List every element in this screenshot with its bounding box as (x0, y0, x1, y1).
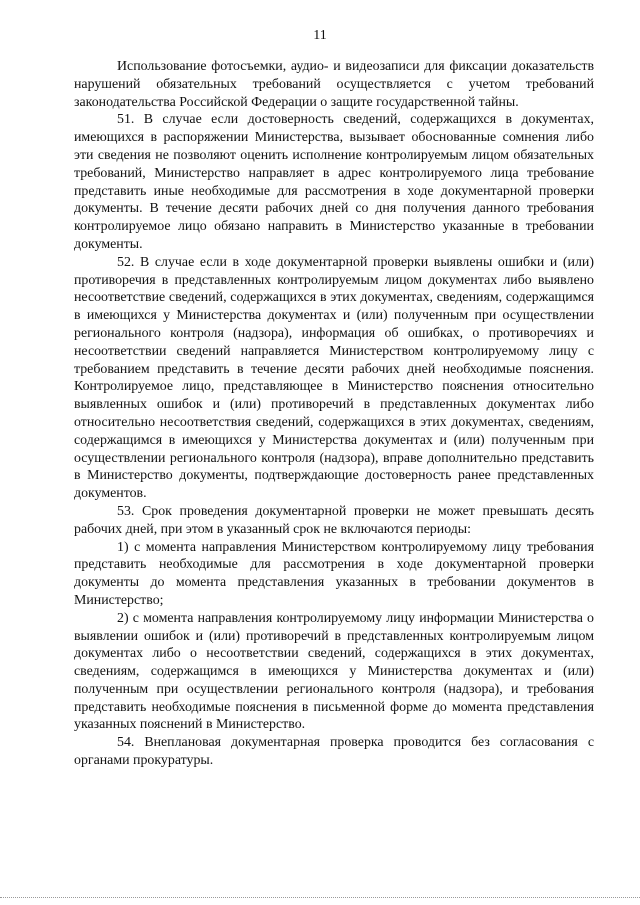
document-body (74, 58, 594, 770)
paragraph-recording-evidence: Использование фотосъемки, аудио- и видеозаписи для фиксации доказательств нарушений обязательных требований осуществляется с учетом требований законодательства Российской Федерации о защите государственной тайны. (74, 59, 594, 110)
paragraph-51: 51. В случае если достоверность сведений, содержащихся в документах, имеющихся в распоряжении Министерства, вызывает обоснованные сомнения либо эти сведения не позволяют оценить исполнение контролируемым лицом обязательных требований, Министерство направляет в адрес контролируемого лица требование представить иные необходимые для рассмотрения в ходе документарной проверки документы. В течение десяти рабочих дней со дня получения данного требования контролируемое лицо обязано направить в Министерство указанные в требовании документы. (74, 112, 594, 252)
scan-bottom-edge (0, 897, 640, 898)
page-number: 11 (313, 28, 327, 43)
paragraph-52: 52. В случае если в ходе документарной проверки выявлены ошибки и (или) противоречия в представленных контролируемым лицом документах либо выявлено несоответствие сведений, содержащихся в этих документах, сведениям, содержащимся в имеющихся у Министерства документах и (или) полученным при осуществлении регионального контроля (надзора), информация об ошибках, о противоречиях и несоответствии сведений направляется Министерством контролируемому лицу с требованием представить в течение десяти рабочих дней необходимые пояснения. Контролируемое лицо, представляющее в Министерство пояснения относительно выявленных ошибок и (или) противоречий в представленных документах либо относительно несоответствия сведений, содержащихся в этих документах, сведениям, содержащимся в имеющихся у Министерства документах и (или) полученным при осуществлении регионального контроля (надзора), вправе дополнительно представить в Министерство документы, подтверждающие достоверность ранее представленных документов. (74, 254, 594, 502)
paragraph-53-item-1: 1) с момента направления Министерством контролируемому лицу требования представить необходимые для рассмотрения в ходе документарной проверки документы до момента представления указанных в требовании документов в Министерство; (74, 539, 594, 608)
paragraph-54: 54. Внеплановая документарная проверка проводится без согласования с органами прокуратуры. (74, 735, 594, 769)
paragraph-53-item-2: 2) с момента направления контролируемому лицу информации Министерства о выявлении ошибок и (или) противоречий в представленных контролируемым лицом документах либо о несоответствии сведений, содержащихся в этих документах, сведениям, содержащимся в имеющихся у Министерства документах и (или) полученным при осуществлении регионального контроля (надзора), и требования представить необходимые пояснения в письменной форме до момента представления указанных пояснений в Министерство. (74, 610, 594, 733)
paragraph-53: 53. Срок проведения документарной проверки не может превышать десять рабочих дней, при этом в указанный срок не включаются периоды: (74, 503, 594, 537)
